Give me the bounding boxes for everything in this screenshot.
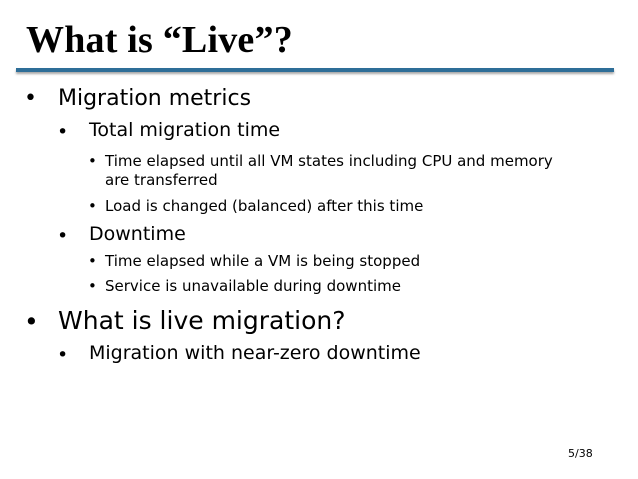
bullet-icon: •	[88, 277, 97, 295]
page-number: 5/38	[568, 447, 593, 460]
slide-title: What is “Live”?	[26, 19, 293, 61]
bullet-load-changed: Load is changed (balanced) after this time	[105, 197, 424, 215]
title-underline-rule	[16, 68, 614, 72]
bullet-time-elapsed-transfer-line2: are transferred	[105, 171, 218, 189]
bullet-icon: •	[57, 344, 69, 366]
bullet-near-zero-downtime: Migration with near-zero downtime	[89, 342, 421, 364]
bullet-total-migration-time: Total migration time	[89, 119, 281, 141]
bullet-icon: •	[88, 252, 97, 270]
bullet-icon: •	[24, 86, 37, 111]
bullet-icon: •	[24, 307, 39, 336]
bullet-icon: •	[88, 197, 97, 215]
bullet-icon: •	[88, 152, 97, 170]
bullet-what-is-live-migration: What is live migration?	[58, 306, 346, 335]
bullet-time-elapsed-stopped: Time elapsed while a VM is being stopped	[105, 252, 421, 270]
bullet-migration-metrics: Migration metrics	[58, 86, 252, 111]
bullet-downtime: Downtime	[89, 223, 186, 245]
bullet-service-unavailable: Service is unavailable during downtime	[105, 277, 401, 295]
bullet-time-elapsed-transfer-line1: Time elapsed until all VM states including CPU and memory	[105, 152, 553, 170]
bullet-icon: •	[57, 225, 69, 247]
bullet-icon: •	[57, 121, 69, 143]
